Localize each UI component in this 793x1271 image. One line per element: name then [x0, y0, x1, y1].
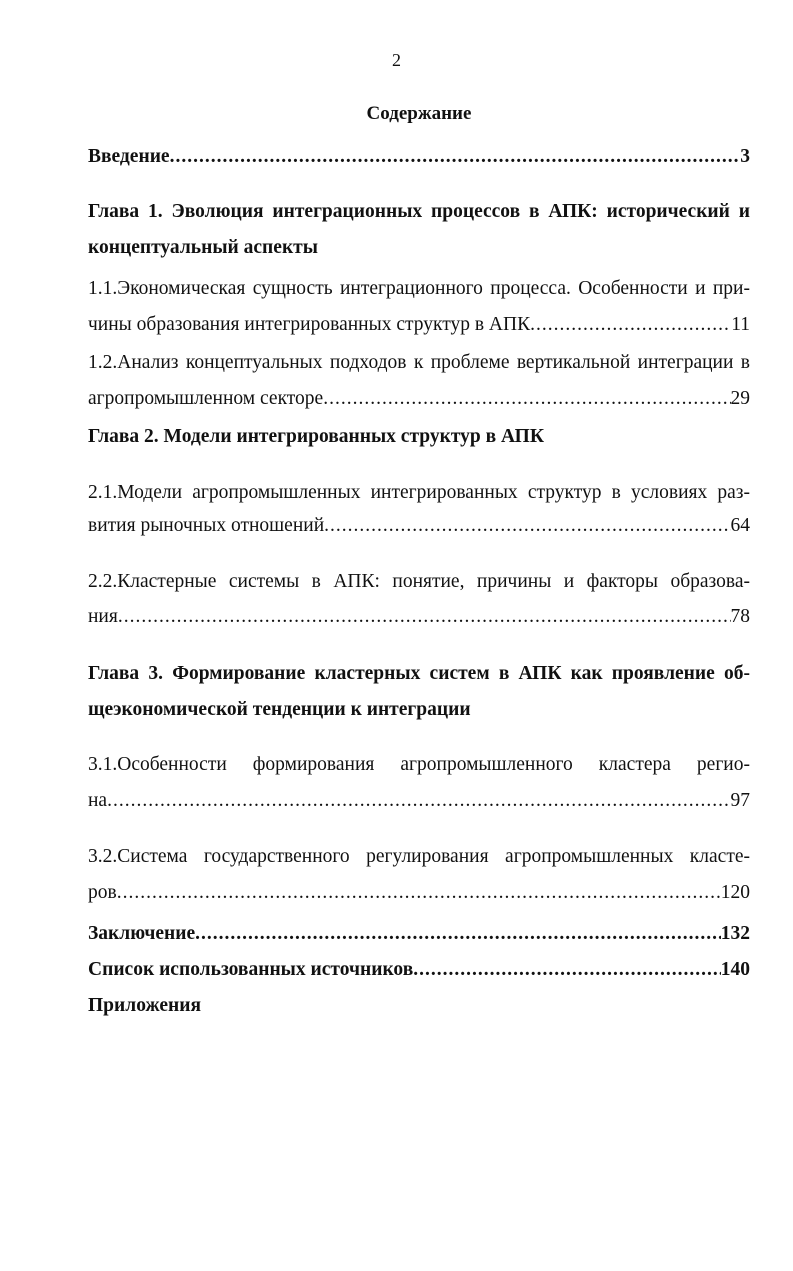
toc-entry-label: Список использованных источников — [88, 959, 414, 980]
toc-entry-3-1[interactable]: 3.1.Особенности формирования агропромышленного кластера регио- — [88, 754, 750, 775]
toc-page-number: 120 — [720, 882, 750, 903]
toc-entry-label: агропромышленном секторе — [88, 388, 324, 409]
toc-page-number: 78 — [730, 606, 750, 627]
toc-entry-label: Заключение — [88, 923, 196, 944]
toc-entry-label: Введение — [88, 146, 170, 167]
toc-entry-label: ров — [88, 882, 117, 903]
page-title: Содержание — [366, 103, 472, 124]
toc-page-number: 3 — [740, 146, 750, 167]
leader-dots — [118, 605, 731, 629]
toc-page-number: 29 — [730, 388, 750, 409]
leader-dots — [107, 789, 730, 813]
toc-entry-label: чины образования интегрированных структур в АПК — [88, 314, 531, 335]
leader-dots — [323, 387, 730, 411]
chapter-3-heading: Глава 3. Формирование кластерных систем в АПК как проявление об- — [88, 663, 750, 684]
toc-entry-references[interactable] — [88, 958, 750, 982]
leader-dots — [117, 881, 721, 905]
toc-entry-1-1[interactable]: 1.1.Экономическая сущность интеграционного процесса. Особенности и при- — [88, 278, 750, 299]
toc-entry-1-1-continuation[interactable] — [88, 313, 750, 337]
toc-entry-appendices[interactable]: Приложения — [88, 995, 202, 1016]
toc-page-number: 97 — [730, 790, 750, 811]
toc-entry-conclusion[interactable] — [88, 922, 750, 946]
toc-entry-2-1-continuation[interactable] — [88, 514, 750, 538]
leader-dots — [324, 514, 730, 538]
leader-dots — [195, 922, 721, 946]
toc-page-number: 140 — [720, 959, 750, 980]
toc-entry-1-2-continuation[interactable] — [88, 387, 750, 411]
page-number: 2 — [392, 50, 401, 70]
toc-entry-intro[interactable] — [88, 145, 750, 169]
toc-entry-label: вития рыночных отношений — [88, 515, 325, 536]
chapter-3-heading-continuation: щеэкономической тенденции к интеграции — [88, 699, 471, 720]
toc-page-number: 132 — [720, 923, 750, 944]
toc-entry-3-1-continuation[interactable] — [88, 789, 750, 813]
toc-entry-label: на — [88, 790, 108, 811]
chapter-1-heading: Глава 1. Эволюция интеграционных процессов в АПК: исторический и — [88, 201, 750, 222]
toc-page-number: 64 — [730, 515, 750, 536]
leader-dots — [530, 313, 731, 337]
toc-entry-2-2-continuation[interactable] — [88, 605, 750, 629]
toc-entry-3-2-continuation[interactable] — [88, 881, 750, 905]
leader-dots — [170, 145, 741, 169]
toc-entry-2-2[interactable]: 2.2.Кластерные системы в АПК: понятие, причины и факторы образова- — [88, 571, 750, 592]
chapter-1-heading-continuation: концептуальный аспекты — [88, 237, 318, 258]
toc-entry-3-2[interactable]: 3.2.Система государственного регулирования агропромышленных класте- — [88, 846, 750, 867]
toc-page-number: 11 — [731, 314, 750, 335]
chapter-2-heading: Глава 2. Модели интегрированных структур в АПК — [88, 426, 544, 447]
leader-dots — [413, 958, 721, 982]
toc-entry-2-1[interactable]: 2.1.Модели агропромышленных интегрированных структур в условиях раз- — [88, 482, 750, 503]
toc-entry-label: ния — [88, 606, 118, 627]
toc-entry-1-2[interactable]: 1.2.Анализ концептуальных подходов к проблеме вертикальной интеграции в — [88, 352, 750, 373]
